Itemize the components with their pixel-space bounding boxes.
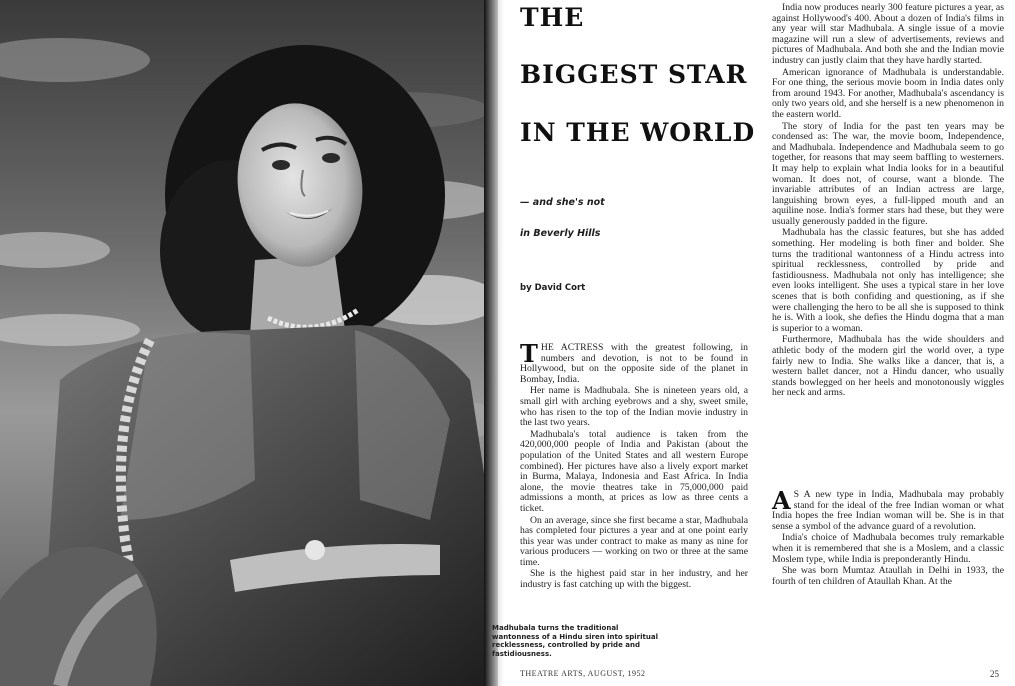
magazine-footer: THEATRE ARTS, AUGUST, 1952 xyxy=(520,669,646,678)
article-paragraph: American ignorance of Madhubala is understandable. For one thing, the serious movie boom in India dates only from around 1943. For another, Madhubala's ascendancy is only two years old, and she herself is a new phenomenon in the eastern world. xyxy=(772,66,1004,120)
page-gutter-highlight xyxy=(498,0,504,686)
article-paragraph: On an average, since she first became a star, Madhubala has completed four pictures a year and at one point early this year was under contract to make as many as nine for various producers — working on two or three at the same time. xyxy=(520,514,748,568)
article-paragraph: She is the highest paid star in her industry, and her industry is fast catching up with the biggest. xyxy=(520,568,748,591)
portrait-illustration xyxy=(0,0,488,686)
article-section-lead xyxy=(772,486,1004,532)
drop-cap: A xyxy=(772,486,791,515)
section-lead-text: S A new type in India, Madhubala may probably stand for the ideal of the free Indian woman or what India hopes the free Indian woman will be. She is in that sense a symbol of the advance guard of a revolution. xyxy=(772,489,1004,532)
photo-caption: Madhubala turns the traditional wantonness of a Hindu siren into spiritual recklessness, controlled by pride and fastidiousness. xyxy=(492,624,658,658)
page-number: 25 xyxy=(990,669,999,679)
author-byline: by David Cort xyxy=(520,283,586,293)
article-paragraph: India's choice of Madhubala becomes truly remarkable when it is remembered that she is a Moslem, and a classic Moslem type, while India is preponderantly Hindu. xyxy=(772,532,1004,565)
article-lead-paragraph xyxy=(520,339,748,385)
article-paragraph: Furthermore, Madhubala has the wide shoulders and athletic body of the modern girl the world over, a type fairly new to India. She walks like a dancer, that is, a western ballet dancer, not a Hindu dancer, who usually stands bowlegged on her heels and monotonously wiggles her neck and arms. xyxy=(772,334,1004,399)
drop-cap: T xyxy=(520,339,538,368)
lead-text: HE ACTRESS with the greatest following, in numbers and devotion, is not to be found in Hollywood, but on the opposite side of the planet in Bombay, India. xyxy=(520,342,748,385)
article-column-2 xyxy=(772,3,1004,400)
subtitle-line-2: in Beverly Hills xyxy=(520,228,601,239)
subtitle-line-1: — and she's not xyxy=(520,197,605,208)
article-column-1 xyxy=(520,339,748,592)
portrait-photo xyxy=(0,0,488,686)
headline-line-1: THE xyxy=(520,3,585,32)
article-paragraph: India now produces nearly 300 feature pictures a year, as against Hollywood's 400. About a dozen of India's films in any year will star Madhubala. A single issue of a movie magazine will run a slew of advertisements, reviews and pictures of Madhubala. And both she and the Indian movie industry can justly claim that they have hardly started. xyxy=(772,2,1004,66)
article-paragraph: Her name is Madhubala. She is nineteen years old, a small girl with arching eyebrows and a shy, sweet smile, who has risen to the top of the Indian movie industry in the last two years. xyxy=(520,385,748,429)
article-paragraph: Madhubala's total audience is taken from the 420,000,000 people of India and Pakistan (about the population of the United States and all western Europe combined). Her pictures have also a lively export market in Burma, Malaya, Indonesia and East Africa. In India alone, the movie theatres take in 75,000,000 paid admissions a month, at prices as low as three cents a ticket. xyxy=(520,428,748,514)
page-gutter-shadow xyxy=(484,0,498,686)
article-column-3 xyxy=(772,486,1004,588)
article-paragraph: Madhubala has the classic features, but she has added something. Her modeling is both finer and bolder. She turns the traditional wantonness of a Hindu actress into spiritual recklessness, controlled by pride and fastidiousness. Madhubala not only has intelligence; she even looks intelligent. She uses a typical stare in her love scenes that is both confiding and questioning, as if she were challenging the hero to be all she is supposed to think he is. With a look, she defies the Hindu dogma that a man is superior to a woman. xyxy=(772,227,1004,334)
article-paragraph: She was born Mumtaz Ataullah in Delhi in 1933, the fourth of ten children of Ataullah Khan. At the xyxy=(772,565,1004,587)
headline-line-3: IN THE WORLD xyxy=(520,118,756,147)
article-paragraph: The story of India for the past ten years may be condensed as: The war, the movie boom, Independence, and Madhubala. Independence and Madhubala seem to go together, for reasons that may seem baffling to westerners. It may help to explain what India looks for in a beautiful woman. It does not, of course, want a blonde. The invariable attributes of an Indian actress are large, languishing brown eyes, a full-lipped mouth and an aquiline nose. India's former stars had these, but they were usually generously padded in the figure. xyxy=(772,120,1004,227)
headline-line-2: BIGGEST STAR xyxy=(520,60,748,89)
